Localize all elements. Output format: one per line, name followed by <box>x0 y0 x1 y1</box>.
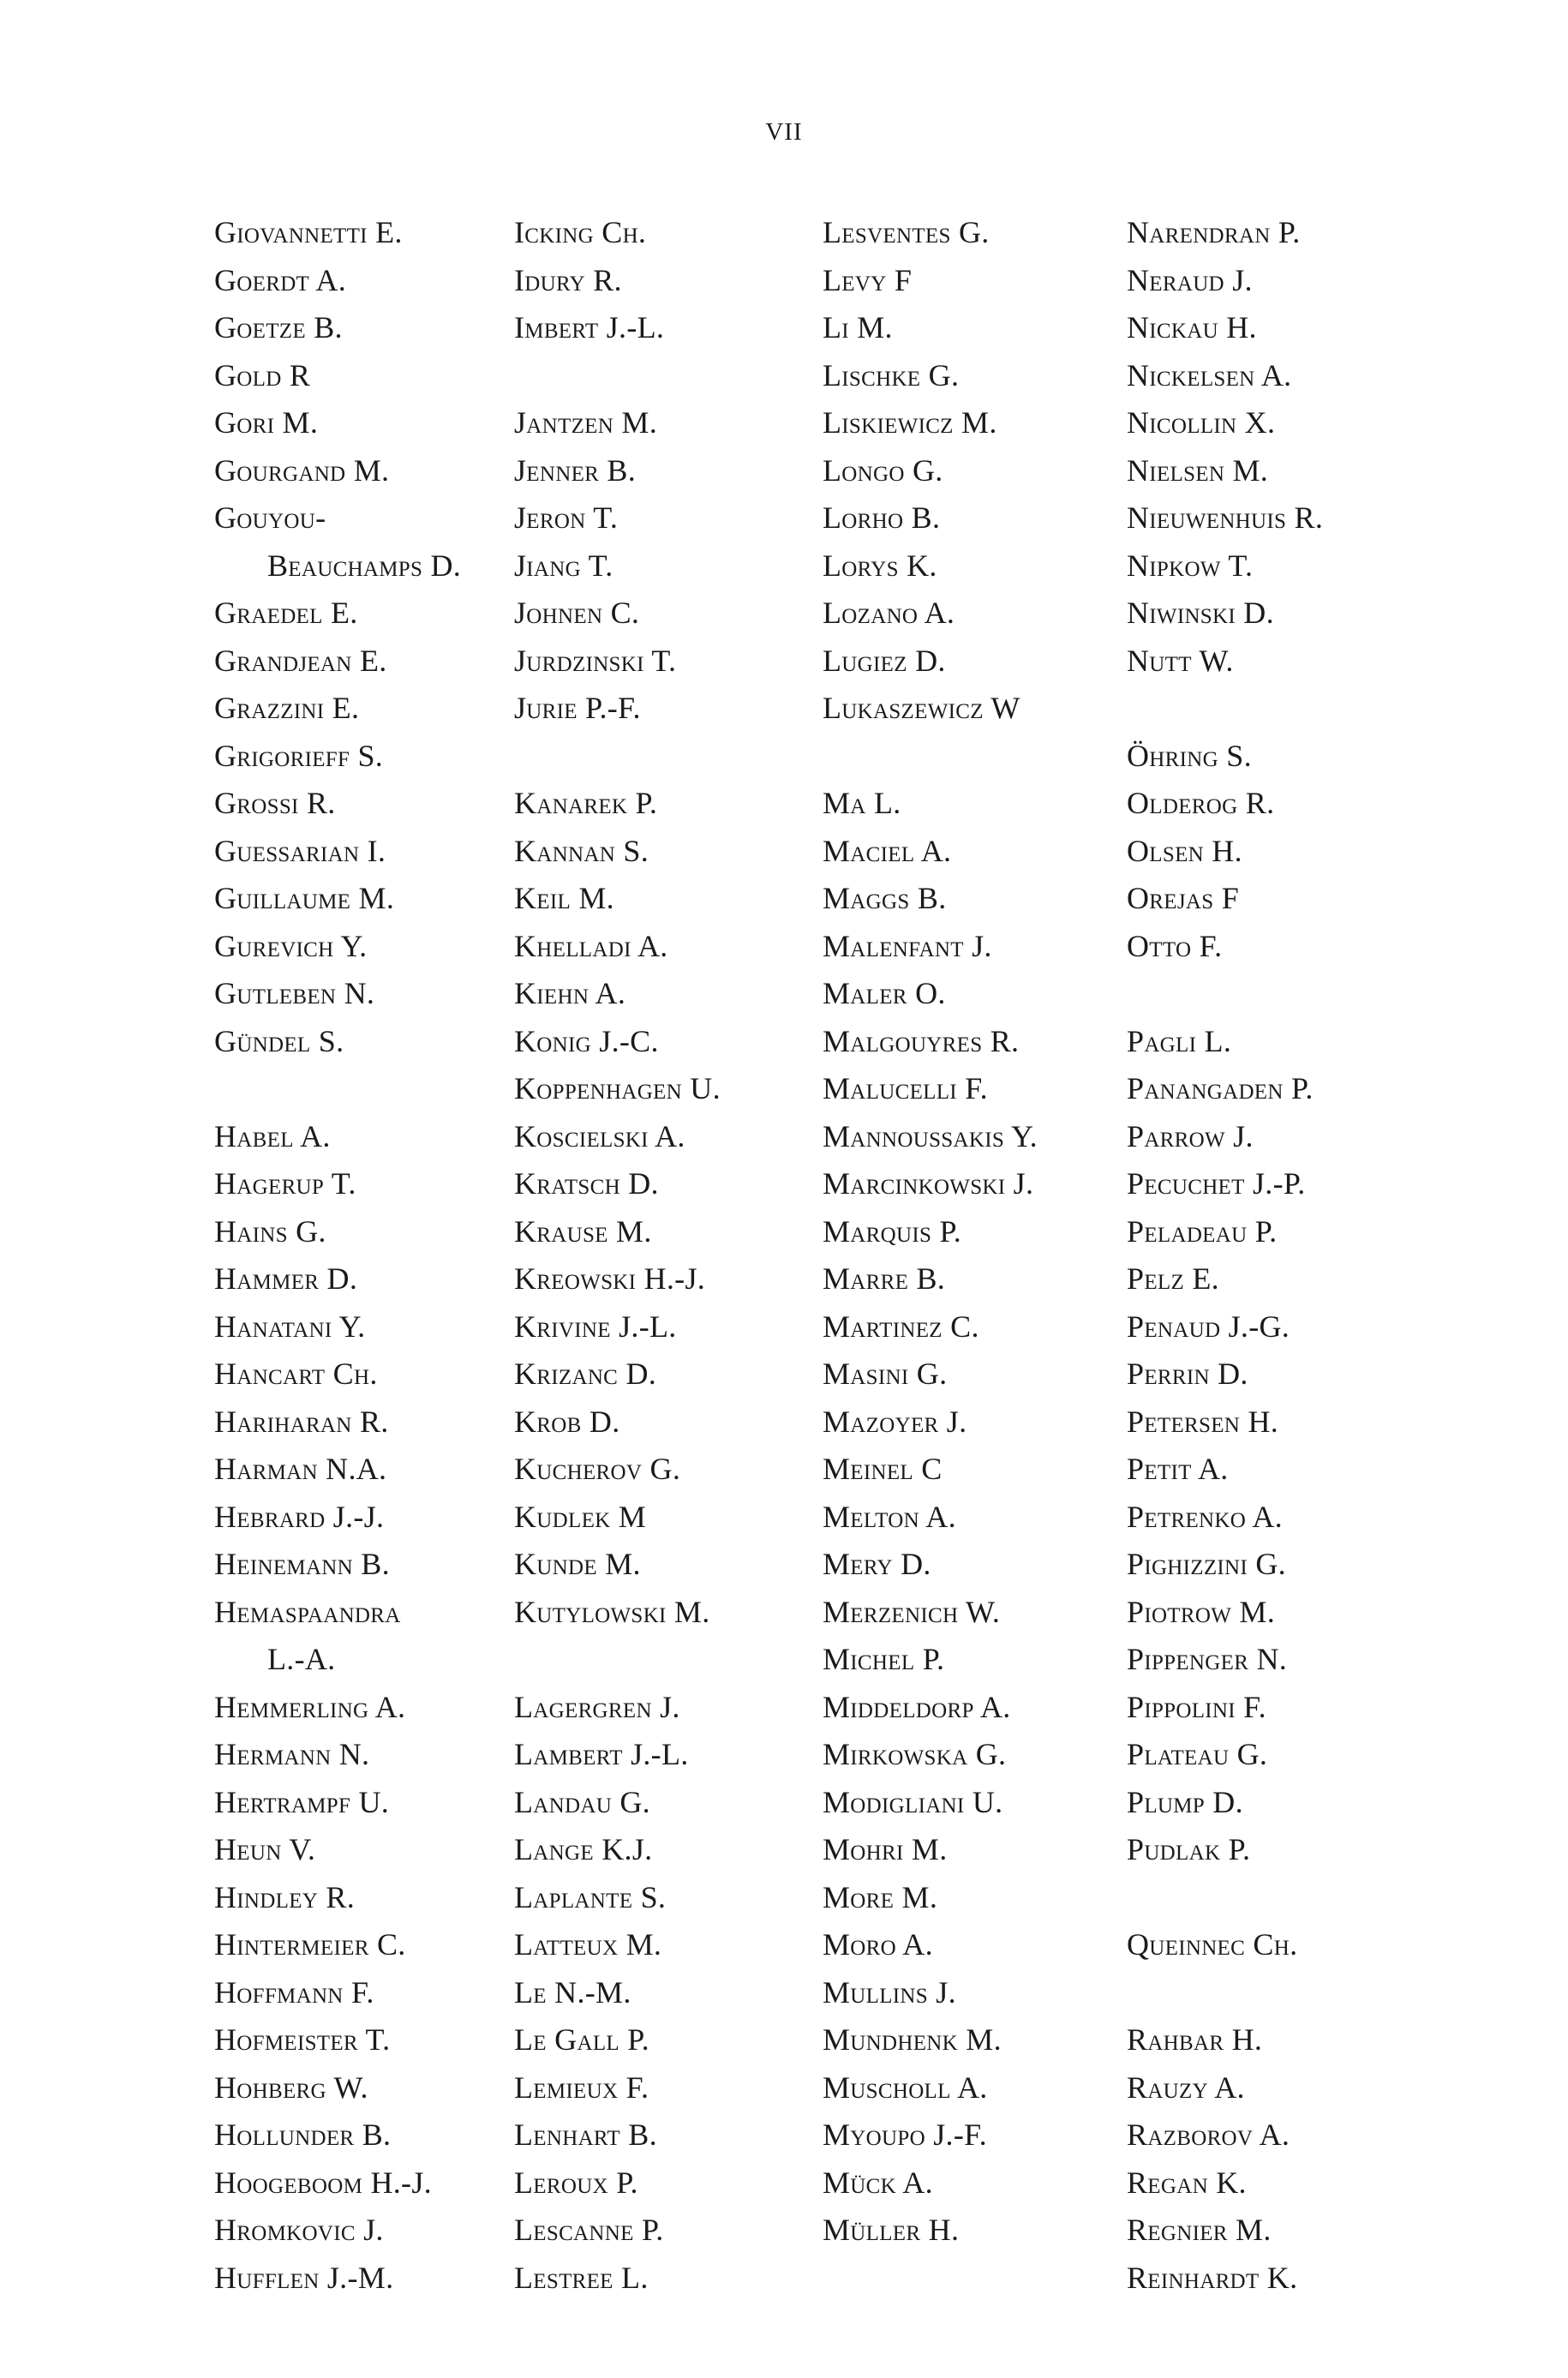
name-entry: Lestree L. <box>514 2260 649 2295</box>
name-entry: Hemmerling A. <box>214 1689 406 1724</box>
spacer <box>214 1065 523 1113</box>
name-entry: Jeron T. <box>514 500 619 535</box>
name-entry: Öhring S. <box>1127 738 1252 773</box>
name-entry: Mazoyer J. <box>823 1404 967 1439</box>
name-entry: Jurdzinski T. <box>514 643 677 678</box>
name-entry: Longo G. <box>823 452 943 488</box>
name-entry: Lenhart B. <box>514 2117 657 2152</box>
spacer <box>514 1636 823 1684</box>
name-entry: Razborov A. <box>1127 2117 1290 2152</box>
name-entry: Rauzy A. <box>1127 2070 1245 2105</box>
name-entry: Graedel E. <box>214 596 358 630</box>
name-entry: Gündel S. <box>214 1023 344 1058</box>
name-entry: Hagerup T. <box>214 1166 356 1201</box>
name-entry: Masini G. <box>823 1357 948 1391</box>
name-entry: Hintermeier C. <box>214 1927 406 1962</box>
name-entry: Grazzini E. <box>214 691 360 725</box>
name-entry: Idury R. <box>514 262 622 297</box>
name-entry: Lugiez D. <box>823 643 946 678</box>
name-entry: Olsen H. <box>1127 833 1242 868</box>
name-entry: Mery D. <box>823 1547 931 1581</box>
name-entry: Guillaume M. <box>214 881 395 915</box>
name-entry: Marquis P. <box>823 1213 962 1249</box>
name-entry: Krizanc D. <box>514 1357 657 1391</box>
name-entry: Levy F <box>823 262 913 297</box>
name-entry: Malgouyres R. <box>823 1023 1020 1058</box>
name-entry: Müller H. <box>823 2213 960 2247</box>
name-entry: Muscholl A. <box>823 2070 988 2105</box>
name-entry: Pecuchet J.-P. <box>1127 1166 1306 1201</box>
name-entry: Landau G. <box>514 1784 650 1819</box>
name-entry: Peladeau P. <box>1127 1213 1278 1249</box>
name-entry: Panangaden P. <box>1127 1071 1314 1105</box>
name-entry: Kannan S. <box>514 833 649 868</box>
name-entry: Petit A. <box>1127 1452 1229 1486</box>
name-entry: Pippenger N. <box>1127 1642 1288 1676</box>
name-entry: Gori M. <box>214 405 319 440</box>
name-entry: Nielsen M. <box>1127 452 1269 488</box>
name-entry: Leroux P. <box>514 2165 638 2200</box>
name-entry: Krivine J.-L. <box>514 1309 677 1344</box>
name-entry: Pippolini F. <box>1127 1689 1266 1724</box>
name-entry: Lozano A. <box>823 596 955 630</box>
name-entry: Hofmeister T. <box>214 2022 391 2057</box>
name-entry: Nieuwenhuis R. <box>1127 500 1324 535</box>
name-entry: Maciel A. <box>823 833 952 868</box>
name-entry: Grigorieff S. <box>214 738 384 773</box>
name-entry: Gouyou- <box>214 500 326 535</box>
name-entry: Lesventes G. <box>823 215 990 249</box>
name-entry: Hains G. <box>214 1213 326 1249</box>
name-entry: Lagergren J. <box>514 1689 680 1724</box>
name-entry: Lange K.J. <box>514 1832 653 1866</box>
name-entry: Gurevich Y. <box>214 928 368 963</box>
name-entry: Myoupo J.-F. <box>823 2117 987 2152</box>
name-entry: Kreowski H.-J. <box>514 1261 706 1296</box>
name-entry: Mundhenk M. <box>823 2022 1002 2057</box>
spacer <box>514 352 823 400</box>
name-entry: Petersen H. <box>1127 1404 1279 1439</box>
spacer <box>1127 1969 1435 2017</box>
name-entry: Latteux M. <box>514 1927 662 1962</box>
name-entry: Hancart Ch. <box>214 1357 378 1391</box>
name-entry: Koppenhagen U. <box>514 1071 721 1105</box>
name-entry: Pighizzini G. <box>1127 1547 1286 1581</box>
name-entry: Maggs B. <box>823 881 947 915</box>
name-entry: Reinhardt K. <box>1127 2260 1298 2295</box>
name-entry-continuation: L.-A. <box>267 1642 336 1676</box>
name-entry: Mullins J. <box>823 1974 956 2010</box>
name-entry: Li M. <box>823 310 893 344</box>
name-entry: Petrenko A. <box>1127 1499 1283 1534</box>
name-entry: Hanatani Y. <box>214 1309 366 1344</box>
name-entry: Olderog R. <box>1127 786 1275 820</box>
name-entry: Michel P. <box>823 1642 945 1676</box>
name-entry: Malenfant J. <box>823 928 992 963</box>
name-entry: Lescanne P. <box>514 2213 664 2247</box>
name-entry: Mannoussakis Y. <box>823 1118 1038 1153</box>
name-entry: Lorho B. <box>823 500 941 535</box>
name-entry: Lischke G. <box>823 357 960 392</box>
name-entry: More M. <box>823 1879 938 1914</box>
name-entry: Malucelli F. <box>823 1071 988 1105</box>
name-entry: Marre B. <box>823 1261 946 1296</box>
name-entry: Imbert J.-L. <box>514 310 665 344</box>
name-entry: Liskiewicz M. <box>823 405 997 440</box>
name-column-4 <box>1127 209 1435 2302</box>
name-entry: Goerdt A. <box>214 262 347 297</box>
name-entry: Guessarian I. <box>214 833 386 868</box>
spacer <box>1127 685 1435 733</box>
name-entry: Hemaspaandra <box>214 1594 401 1629</box>
name-entry: Neraud J. <box>1127 262 1253 297</box>
name-entry: Martinez C. <box>823 1309 979 1344</box>
name-entry: Mirkowska G. <box>823 1737 1007 1771</box>
name-entry: Perrin D. <box>1127 1357 1248 1391</box>
name-entry: Queinnec Ch. <box>1127 1927 1298 1962</box>
name-entry: Hertrampf U. <box>214 1784 390 1819</box>
name-entry: Plateau G. <box>1127 1737 1268 1771</box>
name-entry: Lorys K. <box>823 548 937 583</box>
name-entry: Melton A. <box>823 1499 956 1534</box>
spacer <box>823 733 1131 781</box>
name-entry: Nipkow T. <box>1127 548 1254 583</box>
name-entry: Giovannetti E. <box>214 215 403 249</box>
name-entry: Regnier M. <box>1127 2213 1272 2247</box>
name-entry: Hollunder B. <box>214 2117 392 2152</box>
name-entry: Lambert J.-L. <box>514 1737 689 1771</box>
name-entry: Le N.-M. <box>514 1974 631 2010</box>
name-entry: Hammer D. <box>214 1261 358 1296</box>
name-entry: Hermann N. <box>214 1737 370 1771</box>
name-entry: Hufflen J.-M. <box>214 2260 394 2295</box>
name-entry: Jiang T. <box>514 548 613 583</box>
name-entry: Kudlek M <box>514 1499 647 1534</box>
name-entry: Meinel C <box>823 1452 943 1486</box>
name-entry: Konig J.-C. <box>514 1023 659 1058</box>
name-column-3 <box>823 209 1131 2255</box>
name-entry: Mück A. <box>823 2165 933 2200</box>
name-entry: Harman N.A. <box>214 1452 387 1486</box>
name-entry: Gold R <box>214 357 311 392</box>
name-entry: Jenner B. <box>514 452 637 488</box>
name-entry: Nickelsen A. <box>1127 357 1292 392</box>
name-entry: Jantzen M. <box>514 405 657 440</box>
name-entry: Modigliani U. <box>823 1784 1003 1819</box>
name-entry: Goetze B. <box>214 310 343 344</box>
name-entry: Heun V. <box>214 1832 316 1866</box>
name-entry: Jurie P.-F. <box>514 691 641 725</box>
name-entry: Maler O. <box>823 976 946 1010</box>
name-entry: Krause M. <box>514 1213 652 1249</box>
name-entry: Ma L. <box>823 786 901 820</box>
name-entry: Hebrard J.-J. <box>214 1499 385 1534</box>
name-entry: Koscielski A. <box>514 1118 685 1153</box>
name-entry: Kanarek P. <box>514 786 658 820</box>
name-entry: Pagli L. <box>1127 1023 1232 1058</box>
name-column-2 <box>514 209 823 2302</box>
name-entry: Johnen C. <box>514 596 640 630</box>
name-entry: Lemieux F. <box>514 2070 649 2105</box>
name-entry: Piotrow M. <box>1127 1594 1276 1629</box>
spacer <box>1127 970 1435 1018</box>
name-entry: Grandjean E. <box>214 643 387 678</box>
name-entry: Kunde M. <box>514 1547 641 1581</box>
spacer <box>514 733 823 781</box>
name-entry: Kutylowski M. <box>514 1594 710 1629</box>
name-entry: Plump D. <box>1127 1784 1243 1819</box>
name-entry: Lukaszewicz W <box>823 691 1020 725</box>
name-entry: Hoffmann F. <box>214 1974 374 2010</box>
name-entry: Heinemann B. <box>214 1547 390 1581</box>
name-entry: Pudlak P. <box>1127 1832 1251 1866</box>
name-entry: Laplante S. <box>514 1879 667 1914</box>
name-entry: Icking Ch. <box>514 215 647 249</box>
name-entry: Hromkovic J. <box>214 2213 384 2247</box>
name-entry: Krob D. <box>514 1404 620 1439</box>
name-entry: Kucherov G. <box>514 1452 681 1486</box>
name-entry: Kiehn A. <box>514 976 626 1010</box>
name-entry: Nickau H. <box>1127 310 1257 344</box>
name-entry: Merzenich W. <box>823 1594 1001 1629</box>
name-entry: Keil M. <box>514 881 614 915</box>
page-number: VII <box>765 118 803 146</box>
name-entry: Moro A. <box>823 1927 933 1962</box>
name-entry: Mohri M. <box>823 1832 948 1866</box>
name-entry: Rahbar H. <box>1127 2022 1263 2057</box>
name-entry: Narendran P. <box>1127 215 1301 249</box>
name-entry: Hariharan R. <box>214 1404 389 1439</box>
name-entry: Gourgand M. <box>214 452 390 488</box>
name-entry: Pelz E. <box>1127 1261 1219 1296</box>
name-entry: Hindley R. <box>214 1879 356 1914</box>
name-entry: Khelladi A. <box>514 928 668 963</box>
name-entry-continuation: Beauchamps D. <box>267 548 462 583</box>
name-entry: Nicollin X. <box>1127 405 1276 440</box>
name-entry: Hohberg W. <box>214 2070 368 2105</box>
spacer <box>1127 1874 1435 1922</box>
name-entry: Orejas F <box>1127 881 1240 915</box>
name-entry: Otto F. <box>1127 928 1223 963</box>
name-column-1 <box>214 209 523 2302</box>
name-entry: Habel A. <box>214 1118 331 1153</box>
name-entry: Penaud J.-G. <box>1127 1309 1290 1344</box>
name-entry: Le Gall P. <box>514 2022 649 2057</box>
name-entry: Gutleben N. <box>214 976 375 1010</box>
name-entry: Grossi R. <box>214 786 336 820</box>
name-entry: Marcinkowski J. <box>823 1166 1034 1201</box>
name-entry: Parrow J. <box>1127 1118 1254 1153</box>
name-entry: Middeldorp A. <box>823 1689 1011 1724</box>
name-entry: Nutt W. <box>1127 643 1234 678</box>
name-entry: Regan K. <box>1127 2165 1247 2200</box>
name-entry: Hoogeboom H.-J. <box>214 2165 432 2200</box>
name-entry: Kratsch D. <box>514 1166 659 1201</box>
name-entry: Niwinski D. <box>1127 596 1274 630</box>
